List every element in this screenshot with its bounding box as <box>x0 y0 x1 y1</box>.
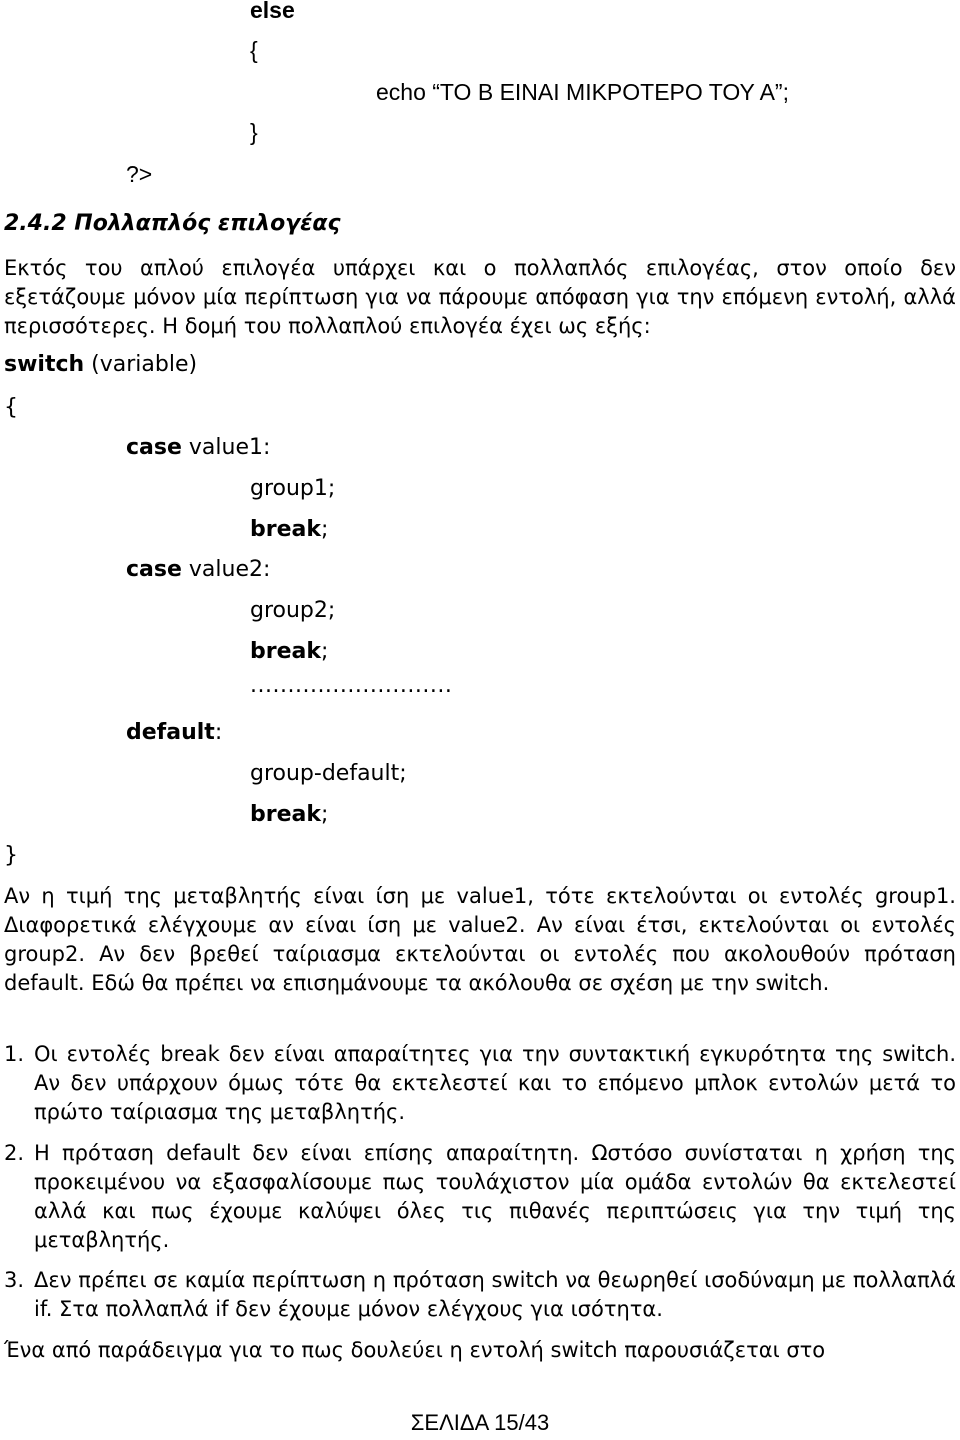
explanation-paragraph: Αν η τιμή της μεταβλητής είναι ίση με value1, τότε εκτελούνται οι εντολές group1. Διαφορετικά ελέγχουμε αν είναι ίση με value2. Αν είναι έτσι, εκτελούνται οι εντολές group2. Αν δεν βρεθεί ταίριασμα εκτελούνται οι εντολές που ακολουθούν πρόταση default. Εδώ θα πρέπει να επισημάνουμε τα ακόλουθα σε σχέση με την switch. <box>4 884 956 995</box>
open-brace: { <box>250 37 258 63</box>
break-keyword: break <box>250 639 321 664</box>
note-text: Η πρόταση default δεν είναι επίσης απαραίτητη. Ωστόσο συνίσταται η χρήση της προκειμένου να εξασφαλίσουμε πως τουλάχιστον μία ομάδα εντολών θα εκτελεστεί αλλά και πως έχουμε καλύψει όλες τις πιθανές περιπτώσεις για την τιμή της μεταβλητής. <box>34 1141 956 1252</box>
note-text: Δεν πρέπει σε καμία περίπτωση η πρόταση switch να θεωρηθεί ισοδύναμη με πολλαπλά if. Στα πολλαπλά if δεν έχουμε μόνον ελέγχους για ισότητα. <box>34 1268 956 1321</box>
break-line-2 <box>250 638 328 666</box>
note-number: 2. <box>4 1141 25 1165</box>
note-number: 3. <box>4 1268 25 1292</box>
default-keyword: default <box>126 720 215 745</box>
group2-line: group2; <box>250 598 336 623</box>
else-keyword: else <box>250 0 295 23</box>
page-footer: ΣΕΛΙΔΑ 15/43 <box>410 1410 550 1435</box>
group-default-line: group-default; <box>250 761 407 786</box>
ellipsis-line: ........................... <box>250 673 453 698</box>
break-line-3 <box>250 801 328 829</box>
default-line <box>126 719 222 747</box>
closing-sentence: Ένα από παράδειγμα για το πως δουλεύει η εντολή switch παρουσιάζεται στο <box>4 1338 826 1362</box>
switch-keyword: switch <box>4 352 85 377</box>
case-value: value1: <box>181 435 271 460</box>
case-line-1 <box>126 434 270 462</box>
php-close-tag: ?> <box>126 161 153 187</box>
case-keyword: case <box>126 435 182 460</box>
case-keyword: case <box>126 557 182 582</box>
code-close-brace: } <box>4 843 18 868</box>
semicolon: ; <box>321 802 329 827</box>
section-heading: 2.4.2 Πολλαπλός επιλογέας <box>4 211 341 236</box>
note-text: Οι εντολές break δεν είναι απαραίτητες για την συντακτική εγκυρότητα της switch. Αν δεν υπάρχουν όμως τότε θα εκτελεστεί και το επόμενο μπλοκ εντολών μετά το πρώτο ταίριασμα της μεταβλητής. <box>34 1042 956 1124</box>
break-keyword: break <box>250 802 321 827</box>
switch-line <box>4 351 197 379</box>
close-brace: } <box>250 119 258 145</box>
intro-paragraph: Εκτός του απλού επιλογέα υπάρχει και ο πολλαπλός επιλογέας, στον οποίο δεν εξετάζουμε μόνον μία περίπτωση για να πάρουμε απόφαση για την επόμενη εντολή, αλλά περισσότερες. Η δομή του πολλαπλού επιλογέα έχει ως εξής: <box>4 256 956 338</box>
case-line-2 <box>126 556 270 584</box>
break-keyword: break <box>250 517 321 542</box>
switch-argument: (variable) <box>84 352 198 377</box>
semicolon: ; <box>321 639 329 664</box>
colon: : <box>214 720 223 745</box>
semicolon: ; <box>321 517 329 542</box>
echo-statement: echo “ΤΟ Β ΕΙΝΑΙ ΜΙΚΡΟΤΕΡΟ ΤΟΥ Α”; <box>376 79 789 105</box>
code-open-brace: { <box>4 395 18 420</box>
note-number: 1. <box>4 1042 25 1066</box>
group1-line: group1; <box>250 476 336 501</box>
case-value: value2: <box>181 557 271 582</box>
break-line-1 <box>250 516 328 544</box>
